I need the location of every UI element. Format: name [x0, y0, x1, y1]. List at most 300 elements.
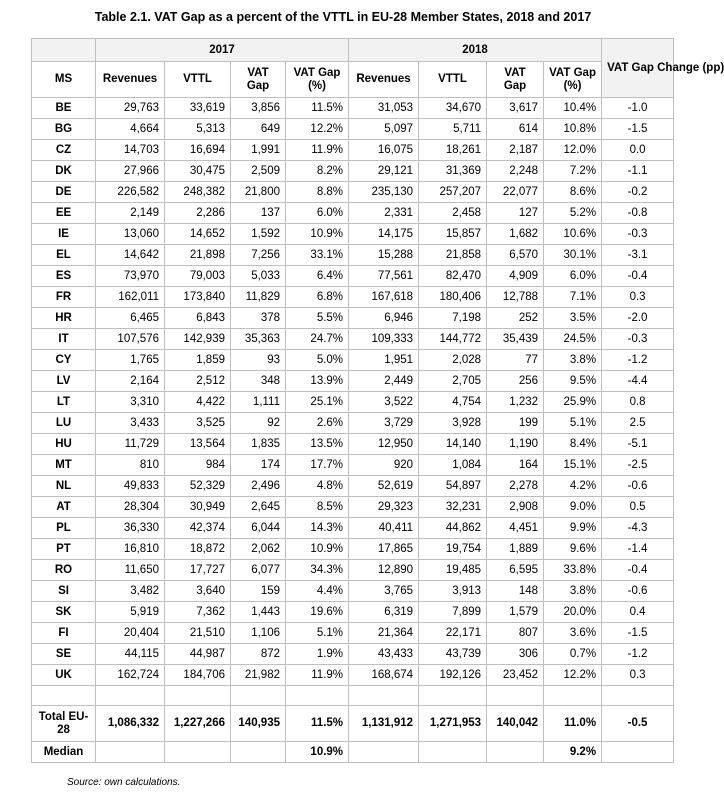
table-cell: 4,422: [165, 392, 231, 413]
table-cell: 10.9%: [286, 742, 349, 763]
table-cell: 6,319: [349, 602, 419, 623]
table-cell: 184,706: [165, 665, 231, 686]
table-cell: 5,033: [231, 266, 286, 287]
row-label-cell: IT: [32, 329, 96, 350]
table-cell: 5,097: [349, 119, 419, 140]
table-cell: 33.8%: [544, 560, 602, 581]
table-cell: 168,674: [349, 665, 419, 686]
table-cell: 9.6%: [544, 539, 602, 560]
table-cell: 18,872: [165, 539, 231, 560]
table-row: [32, 203, 674, 224]
table-cell: 1,271,953: [419, 706, 487, 742]
row-label-cell: HR: [32, 308, 96, 329]
vat-gap-header-2018: VAT Gap: [487, 62, 544, 98]
table-cell: [602, 742, 674, 763]
table-cell: 140,935: [231, 706, 286, 742]
row-label-cell: AT: [32, 497, 96, 518]
table-cell: 19,485: [419, 560, 487, 581]
table-cell: 24.7%: [286, 329, 349, 350]
table-cell: 7,198: [419, 308, 487, 329]
vat-gap-pct-header-2017: VAT Gap (%): [286, 62, 349, 98]
table-cell: 257,207: [419, 182, 487, 203]
table-cell: 348: [231, 371, 286, 392]
table-cell: 6,595: [487, 560, 544, 581]
table-cell: 0.3: [602, 665, 674, 686]
table-cell: 31,053: [349, 98, 419, 119]
row-label-cell: SK: [32, 602, 96, 623]
table-cell: 3,310: [96, 392, 165, 413]
row-label-cell: FI: [32, 623, 96, 644]
table-cell: 3,617: [487, 98, 544, 119]
vttl-header-2018: VTTL: [419, 62, 487, 98]
table-cell: 77: [487, 350, 544, 371]
table-cell: 13.5%: [286, 434, 349, 455]
table-cell: 872: [231, 644, 286, 665]
table-cell: 12.2%: [544, 665, 602, 686]
table-cell: 7.2%: [544, 161, 602, 182]
table-row: [32, 665, 674, 686]
table-row: [32, 392, 674, 413]
row-label-cell: FR: [32, 287, 96, 308]
table-cell: 21,898: [165, 245, 231, 266]
table-cell: [544, 686, 602, 706]
table-cell: 5,313: [165, 119, 231, 140]
table-cell: 1,190: [487, 434, 544, 455]
vat-gap-table: [31, 38, 724, 763]
table-cell: [165, 742, 231, 763]
table-cell: 2,248: [487, 161, 544, 182]
table-cell: 2,458: [419, 203, 487, 224]
table-cell: -1.4: [602, 539, 674, 560]
year-header-row: [32, 39, 674, 62]
table-cell: 34.3%: [286, 560, 349, 581]
table-cell: 82,470: [419, 266, 487, 287]
row-label-cell: SE: [32, 644, 96, 665]
table-cell: 1,131,912: [349, 706, 419, 742]
table-cell: 3,433: [96, 413, 165, 434]
table-cell: 3,729: [349, 413, 419, 434]
table-cell: 11,650: [96, 560, 165, 581]
table-cell: -0.4: [602, 560, 674, 581]
table-cell: 36,330: [96, 518, 165, 539]
table-cell: 2,512: [165, 371, 231, 392]
table-cell: 21,800: [231, 182, 286, 203]
table-cell: 14,652: [165, 224, 231, 245]
table-cell: -5.1: [602, 434, 674, 455]
table-cell: 1,835: [231, 434, 286, 455]
row-label-cell: ES: [32, 266, 96, 287]
table-row: [32, 308, 674, 329]
table-cell: 180,406: [419, 287, 487, 308]
table-cell: 4,451: [487, 518, 544, 539]
table-cell: 173,840: [165, 287, 231, 308]
table-cell: 43,739: [419, 644, 487, 665]
revenues-header-2017: Revenues: [96, 62, 165, 98]
table-cell: 35,363: [231, 329, 286, 350]
source-note: Source: own calculations.: [67, 777, 181, 788]
table-cell: 54,897: [419, 476, 487, 497]
table-cell: -0.2: [602, 182, 674, 203]
table-cell: [487, 742, 544, 763]
table-row: [32, 581, 674, 602]
table-cell: 29,323: [349, 497, 419, 518]
table-cell: -1.5: [602, 119, 674, 140]
table-row: [32, 140, 674, 161]
table-cell: 12,890: [349, 560, 419, 581]
table-cell: 2.6%: [286, 413, 349, 434]
table-cell: 1,227,266: [165, 706, 231, 742]
table-row: [32, 161, 674, 182]
table-cell: 2,645: [231, 497, 286, 518]
table-cell: 6,465: [96, 308, 165, 329]
table-cell: 5,919: [96, 602, 165, 623]
table-cell: 5.1%: [544, 413, 602, 434]
table-cell: -4.4: [602, 371, 674, 392]
table-cell: 807: [487, 623, 544, 644]
table-cell: 148: [487, 581, 544, 602]
table-cell: -1.2: [602, 350, 674, 371]
table-row: [32, 497, 674, 518]
table-cell: 810: [96, 455, 165, 476]
table-cell: 2,705: [419, 371, 487, 392]
row-label-cell: SI: [32, 581, 96, 602]
table-cell: 27,966: [96, 161, 165, 182]
table-cell: 0.5: [602, 497, 674, 518]
column-header-row: [32, 62, 674, 98]
table-row: [32, 644, 674, 665]
table-cell: 0.3: [602, 287, 674, 308]
row-label-cell: NL: [32, 476, 96, 497]
table-cell: 1,682: [487, 224, 544, 245]
table-row: [32, 287, 674, 308]
table-cell: 649: [231, 119, 286, 140]
gap-change-header: VAT Gap Change (pp): [602, 39, 674, 98]
table-row: [32, 224, 674, 245]
table-cell: 2,509: [231, 161, 286, 182]
table-cell: -1.5: [602, 623, 674, 644]
table-cell: [286, 686, 349, 706]
row-label-cell: IE: [32, 224, 96, 245]
table-cell: -1.1: [602, 161, 674, 182]
table-cell: 3,856: [231, 98, 286, 119]
table-cell: 11.9%: [286, 140, 349, 161]
table-cell: 22,077: [487, 182, 544, 203]
table-row: [32, 434, 674, 455]
table-cell: 22,171: [419, 623, 487, 644]
table-cell: 3,640: [165, 581, 231, 602]
table-cell: 127: [487, 203, 544, 224]
table-cell: 17.7%: [286, 455, 349, 476]
table-cell: 5.5%: [286, 308, 349, 329]
table-cell: 14,642: [96, 245, 165, 266]
table-cell: 4,909: [487, 266, 544, 287]
row-label-cell: EL: [32, 245, 96, 266]
table-cell: 7,256: [231, 245, 286, 266]
table-cell: 226,582: [96, 182, 165, 203]
table-cell: 6.4%: [286, 266, 349, 287]
table-row: [32, 98, 674, 119]
table-cell: 1,232: [487, 392, 544, 413]
table-cell: 192,126: [419, 665, 487, 686]
table-cell: -4.3: [602, 518, 674, 539]
table-cell: 13,564: [165, 434, 231, 455]
table-cell: 0.0: [602, 140, 674, 161]
table-cell: [419, 742, 487, 763]
table-cell: 7.1%: [544, 287, 602, 308]
table-cell: 14,140: [419, 434, 487, 455]
table-cell: 0.4: [602, 602, 674, 623]
table-cell: 256: [487, 371, 544, 392]
table-cell: 24.5%: [544, 329, 602, 350]
row-label-cell: LV: [32, 371, 96, 392]
table-cell: [349, 742, 419, 763]
table-row: [32, 329, 674, 350]
table-cell: 93: [231, 350, 286, 371]
table-cell: 12,950: [349, 434, 419, 455]
table-cell: 614: [487, 119, 544, 140]
total-row: [32, 706, 674, 742]
table-cell: -2.5: [602, 455, 674, 476]
table-cell: 20,404: [96, 623, 165, 644]
revenues-header-2018: Revenues: [349, 62, 419, 98]
table-cell: 11.0%: [544, 706, 602, 742]
table-cell: 3,522: [349, 392, 419, 413]
table-cell: 23,452: [487, 665, 544, 686]
table-cell: 2,286: [165, 203, 231, 224]
table-cell: 11,829: [231, 287, 286, 308]
table-cell: 174: [231, 455, 286, 476]
table-row: [32, 560, 674, 581]
row-label-cell: MT: [32, 455, 96, 476]
table-cell: -0.6: [602, 476, 674, 497]
table-cell: 12,788: [487, 287, 544, 308]
table-cell: 16,810: [96, 539, 165, 560]
table-cell: 21,858: [419, 245, 487, 266]
table-cell: 1,592: [231, 224, 286, 245]
table-cell: 6,044: [231, 518, 286, 539]
table-cell: 1,111: [231, 392, 286, 413]
table-cell: 984: [165, 455, 231, 476]
table-cell: -0.3: [602, 329, 674, 350]
table-cell: 3,765: [349, 581, 419, 602]
table-row: [32, 413, 674, 434]
table-cell: 0.7%: [544, 644, 602, 665]
table-cell: 4.8%: [286, 476, 349, 497]
table-cell: 1,991: [231, 140, 286, 161]
table-cell: 4,754: [419, 392, 487, 413]
table-cell: 5.1%: [286, 623, 349, 644]
row-label-cell: RO: [32, 560, 96, 581]
table-cell: 8.5%: [286, 497, 349, 518]
table-cell: 107,576: [96, 329, 165, 350]
table-cell: 1.9%: [286, 644, 349, 665]
table-cell: 11,729: [96, 434, 165, 455]
table-cell: 49,833: [96, 476, 165, 497]
table-cell: -0.8: [602, 203, 674, 224]
vat-gap-pct-header-2018: VAT Gap (%): [544, 62, 602, 98]
table-cell: 10.9%: [286, 539, 349, 560]
table-title: Table 2.1. VAT Gap as a percent of the VTTL in EU-28 Member States, 2018 and 2017: [94, 10, 592, 24]
table-cell: 144,772: [419, 329, 487, 350]
vttl-header-2017: VTTL: [165, 62, 231, 98]
table-row: [32, 119, 674, 140]
table-cell: 11.9%: [286, 665, 349, 686]
table-cell: 6.8%: [286, 287, 349, 308]
table-cell: 35,439: [487, 329, 544, 350]
table-cell: 16,694: [165, 140, 231, 161]
table-cell: [419, 686, 487, 706]
vat-gap-header-2017: VAT Gap: [231, 62, 286, 98]
table-cell: 1,084: [419, 455, 487, 476]
table-row: [32, 245, 674, 266]
table-cell: 3.8%: [544, 350, 602, 371]
table-cell: -3.1: [602, 245, 674, 266]
table-cell: 8.2%: [286, 161, 349, 182]
table-cell: 6,843: [165, 308, 231, 329]
table-cell: 12.2%: [286, 119, 349, 140]
table-cell: 6.0%: [544, 266, 602, 287]
row-label-cell: PT: [32, 539, 96, 560]
table-cell: 10.6%: [544, 224, 602, 245]
table-cell: 378: [231, 308, 286, 329]
table-cell: 25.9%: [544, 392, 602, 413]
table-cell: 167,618: [349, 287, 419, 308]
table-cell: 2.5: [602, 413, 674, 434]
table-cell: 3,525: [165, 413, 231, 434]
table-cell: 3,482: [96, 581, 165, 602]
table-cell: 2,028: [419, 350, 487, 371]
table-cell: 32,231: [419, 497, 487, 518]
table-cell: 4.4%: [286, 581, 349, 602]
table-row: [32, 518, 674, 539]
table-cell: 73,970: [96, 266, 165, 287]
table-cell: 9.2%: [544, 742, 602, 763]
table-cell: 248,382: [165, 182, 231, 203]
table-row: [32, 182, 674, 203]
table-cell: 137: [231, 203, 286, 224]
table-cell: 33,619: [165, 98, 231, 119]
table-cell: [349, 686, 419, 706]
table-cell: [231, 742, 286, 763]
table-cell: 43,433: [349, 644, 419, 665]
row-label-cell: BG: [32, 119, 96, 140]
table-row: [32, 266, 674, 287]
table-cell: 12.0%: [544, 140, 602, 161]
table-cell: 3.6%: [544, 623, 602, 644]
table-cell: 1,579: [487, 602, 544, 623]
table-cell: 29,121: [349, 161, 419, 182]
table-cell: 6.0%: [286, 203, 349, 224]
table-cell: 52,329: [165, 476, 231, 497]
table-cell: 159: [231, 581, 286, 602]
table-cell: 30.1%: [544, 245, 602, 266]
table-cell: 16,075: [349, 140, 419, 161]
table-row: [32, 539, 674, 560]
table-cell: 140,042: [487, 706, 544, 742]
row-label-cell: Median: [32, 742, 96, 763]
row-label-cell: Total EU-28: [32, 706, 96, 742]
year-2017-header: 2017: [96, 39, 349, 62]
table-cell: 10.4%: [544, 98, 602, 119]
table-cell: 44,987: [165, 644, 231, 665]
table-cell: 5,711: [419, 119, 487, 140]
table-cell: 7,899: [419, 602, 487, 623]
table-cell: -0.3: [602, 224, 674, 245]
table-cell: 1,086,332: [96, 706, 165, 742]
table-cell: 6,946: [349, 308, 419, 329]
table-cell: 142,939: [165, 329, 231, 350]
table-cell: 14.3%: [286, 518, 349, 539]
table-cell: 2,331: [349, 203, 419, 224]
row-label-cell: EE: [32, 203, 96, 224]
table-cell: 5.2%: [544, 203, 602, 224]
table-cell: -0.4: [602, 266, 674, 287]
table-cell: 2,908: [487, 497, 544, 518]
year-2018-header: 2018: [349, 39, 602, 62]
table-cell: 21,364: [349, 623, 419, 644]
table-cell: 7,362: [165, 602, 231, 623]
table-row: [32, 623, 674, 644]
table-cell: 2,062: [231, 539, 286, 560]
table-cell: 4,664: [96, 119, 165, 140]
table-cell: 11.5%: [286, 98, 349, 119]
table-cell: 13.9%: [286, 371, 349, 392]
table-cell: 52,619: [349, 476, 419, 497]
table-cell: 2,187: [487, 140, 544, 161]
table-cell: 33.1%: [286, 245, 349, 266]
table-row: [32, 455, 674, 476]
row-label-cell: DE: [32, 182, 96, 203]
table-cell: 14,703: [96, 140, 165, 161]
table-cell: 235,130: [349, 182, 419, 203]
table-cell: [96, 742, 165, 763]
table-cell: 3.5%: [544, 308, 602, 329]
table-cell: 0.8: [602, 392, 674, 413]
table-cell: -0.5: [602, 706, 674, 742]
row-label-cell: BE: [32, 98, 96, 119]
table-cell: 19.6%: [286, 602, 349, 623]
table-cell: 3,928: [419, 413, 487, 434]
table-cell: 28,304: [96, 497, 165, 518]
table-cell: 2,496: [231, 476, 286, 497]
table-cell: 1,951: [349, 350, 419, 371]
table-cell: 13,060: [96, 224, 165, 245]
table-cell: 109,333: [349, 329, 419, 350]
row-label-cell: UK: [32, 665, 96, 686]
row-label-cell: CY: [32, 350, 96, 371]
table-cell: 1,443: [231, 602, 286, 623]
table-cell: 8.6%: [544, 182, 602, 203]
table-cell: 252: [487, 308, 544, 329]
table-cell: 79,003: [165, 266, 231, 287]
table-cell: 44,862: [419, 518, 487, 539]
table-cell: 40,411: [349, 518, 419, 539]
table-cell: 306: [487, 644, 544, 665]
table-cell: [487, 686, 544, 706]
table-cell: 17,727: [165, 560, 231, 581]
table-row: [32, 476, 674, 497]
median-row: [32, 742, 674, 763]
table-cell: 21,510: [165, 623, 231, 644]
table-cell: -1.2: [602, 644, 674, 665]
table-cell: 162,724: [96, 665, 165, 686]
table-cell: 1,765: [96, 350, 165, 371]
table-cell: 25.1%: [286, 392, 349, 413]
row-label-cell: HU: [32, 434, 96, 455]
table-cell: 17,865: [349, 539, 419, 560]
table-cell: 8.8%: [286, 182, 349, 203]
table-cell: 1,859: [165, 350, 231, 371]
